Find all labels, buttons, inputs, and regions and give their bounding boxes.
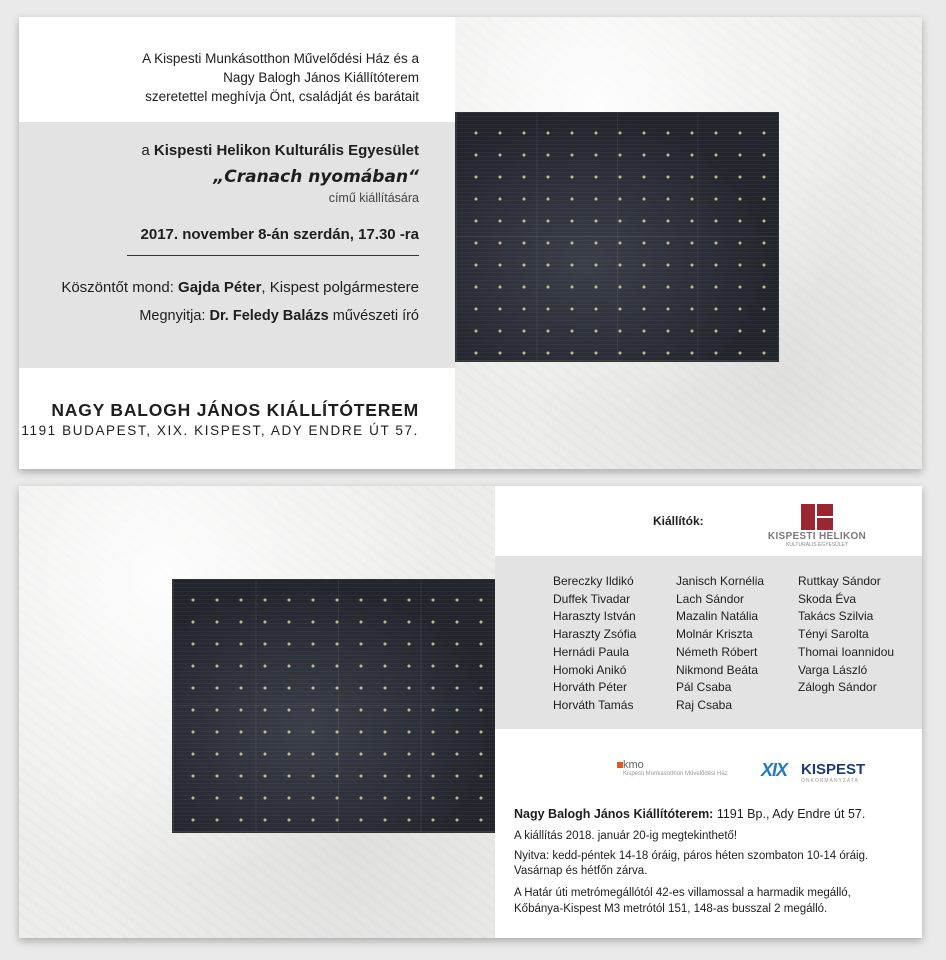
event-date: 2017. november 8-án szerdán, 17.30 -ra	[140, 226, 419, 243]
opening-label: Megnyitja:	[139, 308, 210, 324]
organizer-name: Kispesti Helikon Kulturális Egyesület	[153, 142, 419, 159]
exhibitor-name: Horváth Tamás	[553, 697, 634, 712]
kmo-logo-subtext: Kispesti Munkásotthon Művelődési Ház	[623, 771, 728, 777]
exhibitor-name: Duffek Tivadar	[553, 591, 631, 606]
exhibitors-header	[495, 486, 922, 556]
organizer-prefix: a	[141, 142, 154, 159]
exhibitors-column	[676, 573, 764, 715]
visit-until: A kiállítás 2018. január 20-ig megtekinthető!	[514, 830, 738, 842]
exhibitor-name: Homoki Anikó	[553, 662, 627, 677]
opening-hours	[514, 849, 868, 879]
opening-hours-line: Vasárnap és hétfőn zárva.	[514, 865, 648, 877]
invitation-front	[19, 17, 922, 469]
exhibitor-name: Haraszty Zsófia	[553, 627, 637, 642]
intro-line: A Kispesti Munkásotthon Művelődési Ház és a	[142, 51, 419, 66]
opening-role: művészeti író	[328, 308, 419, 324]
exhibition-subtitle: című kiállítására	[328, 191, 419, 205]
venue-address: 1191 BUDAPEST, XIX. KISPEST, ADY ENDRE ÚT 57.	[21, 423, 419, 438]
artwork-image	[455, 112, 779, 362]
helikon-logo-icon	[801, 504, 833, 530]
helikon-logo	[757, 504, 877, 546]
helikon-logo-text: KISPESTI HELIKON	[767, 531, 867, 542]
exhibitor-name: Haraszty István	[553, 609, 636, 624]
transport-line: A Határ úti metrómegállótól 42-es villamossal a harmadik megálló,	[514, 887, 851, 899]
intro-line: Nagy Balogh János Kiállítóterem	[223, 70, 419, 85]
exhibitor-name: Molnár Kriszta	[676, 627, 753, 642]
exhibitor-name: Németh Róbert	[676, 644, 758, 659]
kmo-logo-text: kmo	[623, 759, 644, 771]
exhibitor-name: Lach Sándor	[676, 591, 745, 606]
practical-info	[495, 729, 922, 938]
transport-line: Kőbánya-Kispest M3 metrótól 151, 148-as busszal 2 megálló.	[514, 903, 828, 915]
event-panel	[19, 122, 455, 368]
info-column	[495, 486, 922, 938]
kispest-logo-text: KISPEST	[801, 761, 866, 778]
exhibitors-list	[495, 556, 922, 729]
invitation-back	[19, 486, 922, 938]
transport-info	[514, 885, 851, 917]
exhibitor-name: Horváth Péter	[553, 680, 628, 695]
exhibitors-column	[553, 573, 636, 715]
intro-panel	[19, 17, 455, 122]
exhibitor-name: Takács Szilvia	[798, 609, 874, 624]
exhibitor-name: Ruttkay Sándor	[798, 574, 881, 588]
exhibitors-label: Kiállítók:	[653, 514, 704, 528]
artwork-image	[172, 579, 504, 833]
wall-photo	[19, 486, 495, 938]
venue-label: Nagy Balogh János Kiállítóterem:	[514, 807, 714, 821]
exhibitor-name: Thomai Ioannidou	[798, 644, 895, 659]
opening-hours-line: Nyitva: kedd-péntek 14-18 óráig, páros héten szombaton 10-14 óráig.	[514, 850, 869, 862]
xix-logo-icon: XIX	[761, 760, 788, 780]
organizer-line	[141, 142, 419, 159]
kispest-logo-subtext: ÖNKORMÁNYZATA	[801, 778, 859, 784]
venue-line	[514, 807, 865, 821]
exhibitor-name: Varga László	[798, 662, 868, 677]
exhibitor-name: Nikmond Beáta	[676, 662, 759, 677]
opening-name: Dr. Feledy Balázs	[209, 308, 329, 324]
exhibition-title: „Cranach nyomában“	[213, 167, 419, 187]
divider	[127, 255, 419, 256]
exhibitor-name: Raj Csaba	[676, 697, 733, 712]
exhibitor-name: Bereczky Ildikó	[553, 574, 634, 588]
venue-name: NAGY BALOGH JÁNOS KIÁLLÍTÓTEREM	[51, 400, 419, 420]
exhibitor-name: Zálogh Sándor	[798, 680, 877, 695]
exhibitor-name: Tényi Sarolta	[798, 627, 869, 642]
exhibitor-name: Skoda Éva	[798, 591, 857, 606]
exhibitor-name: Janisch Kornélia	[676, 574, 765, 588]
greeting-name: Gajda Péter	[178, 279, 262, 296]
venue-panel	[19, 368, 455, 469]
intro-line: szeretettel meghívja Önt, családját és barátait	[145, 89, 419, 104]
exhibitor-name: Mazalin Natália	[676, 609, 759, 624]
helikon-logo-subtext: KULTURÁLIS EGYESÜLET	[786, 542, 848, 548]
greeting-label: Köszöntőt mond:	[61, 279, 179, 296]
greeting-line	[61, 279, 419, 296]
wall-photo	[455, 17, 922, 469]
greeting-role: , Kispest polgármestere	[261, 279, 419, 296]
exhibitors-column	[798, 573, 894, 697]
intro-text	[142, 49, 419, 106]
exhibitor-name: Hernádi Paula	[553, 644, 630, 659]
venue-address: 1191 Bp., Ady Endre út 57.	[713, 807, 866, 821]
opening-line	[139, 308, 419, 324]
exhibitor-name: Pál Csaba	[676, 680, 732, 695]
